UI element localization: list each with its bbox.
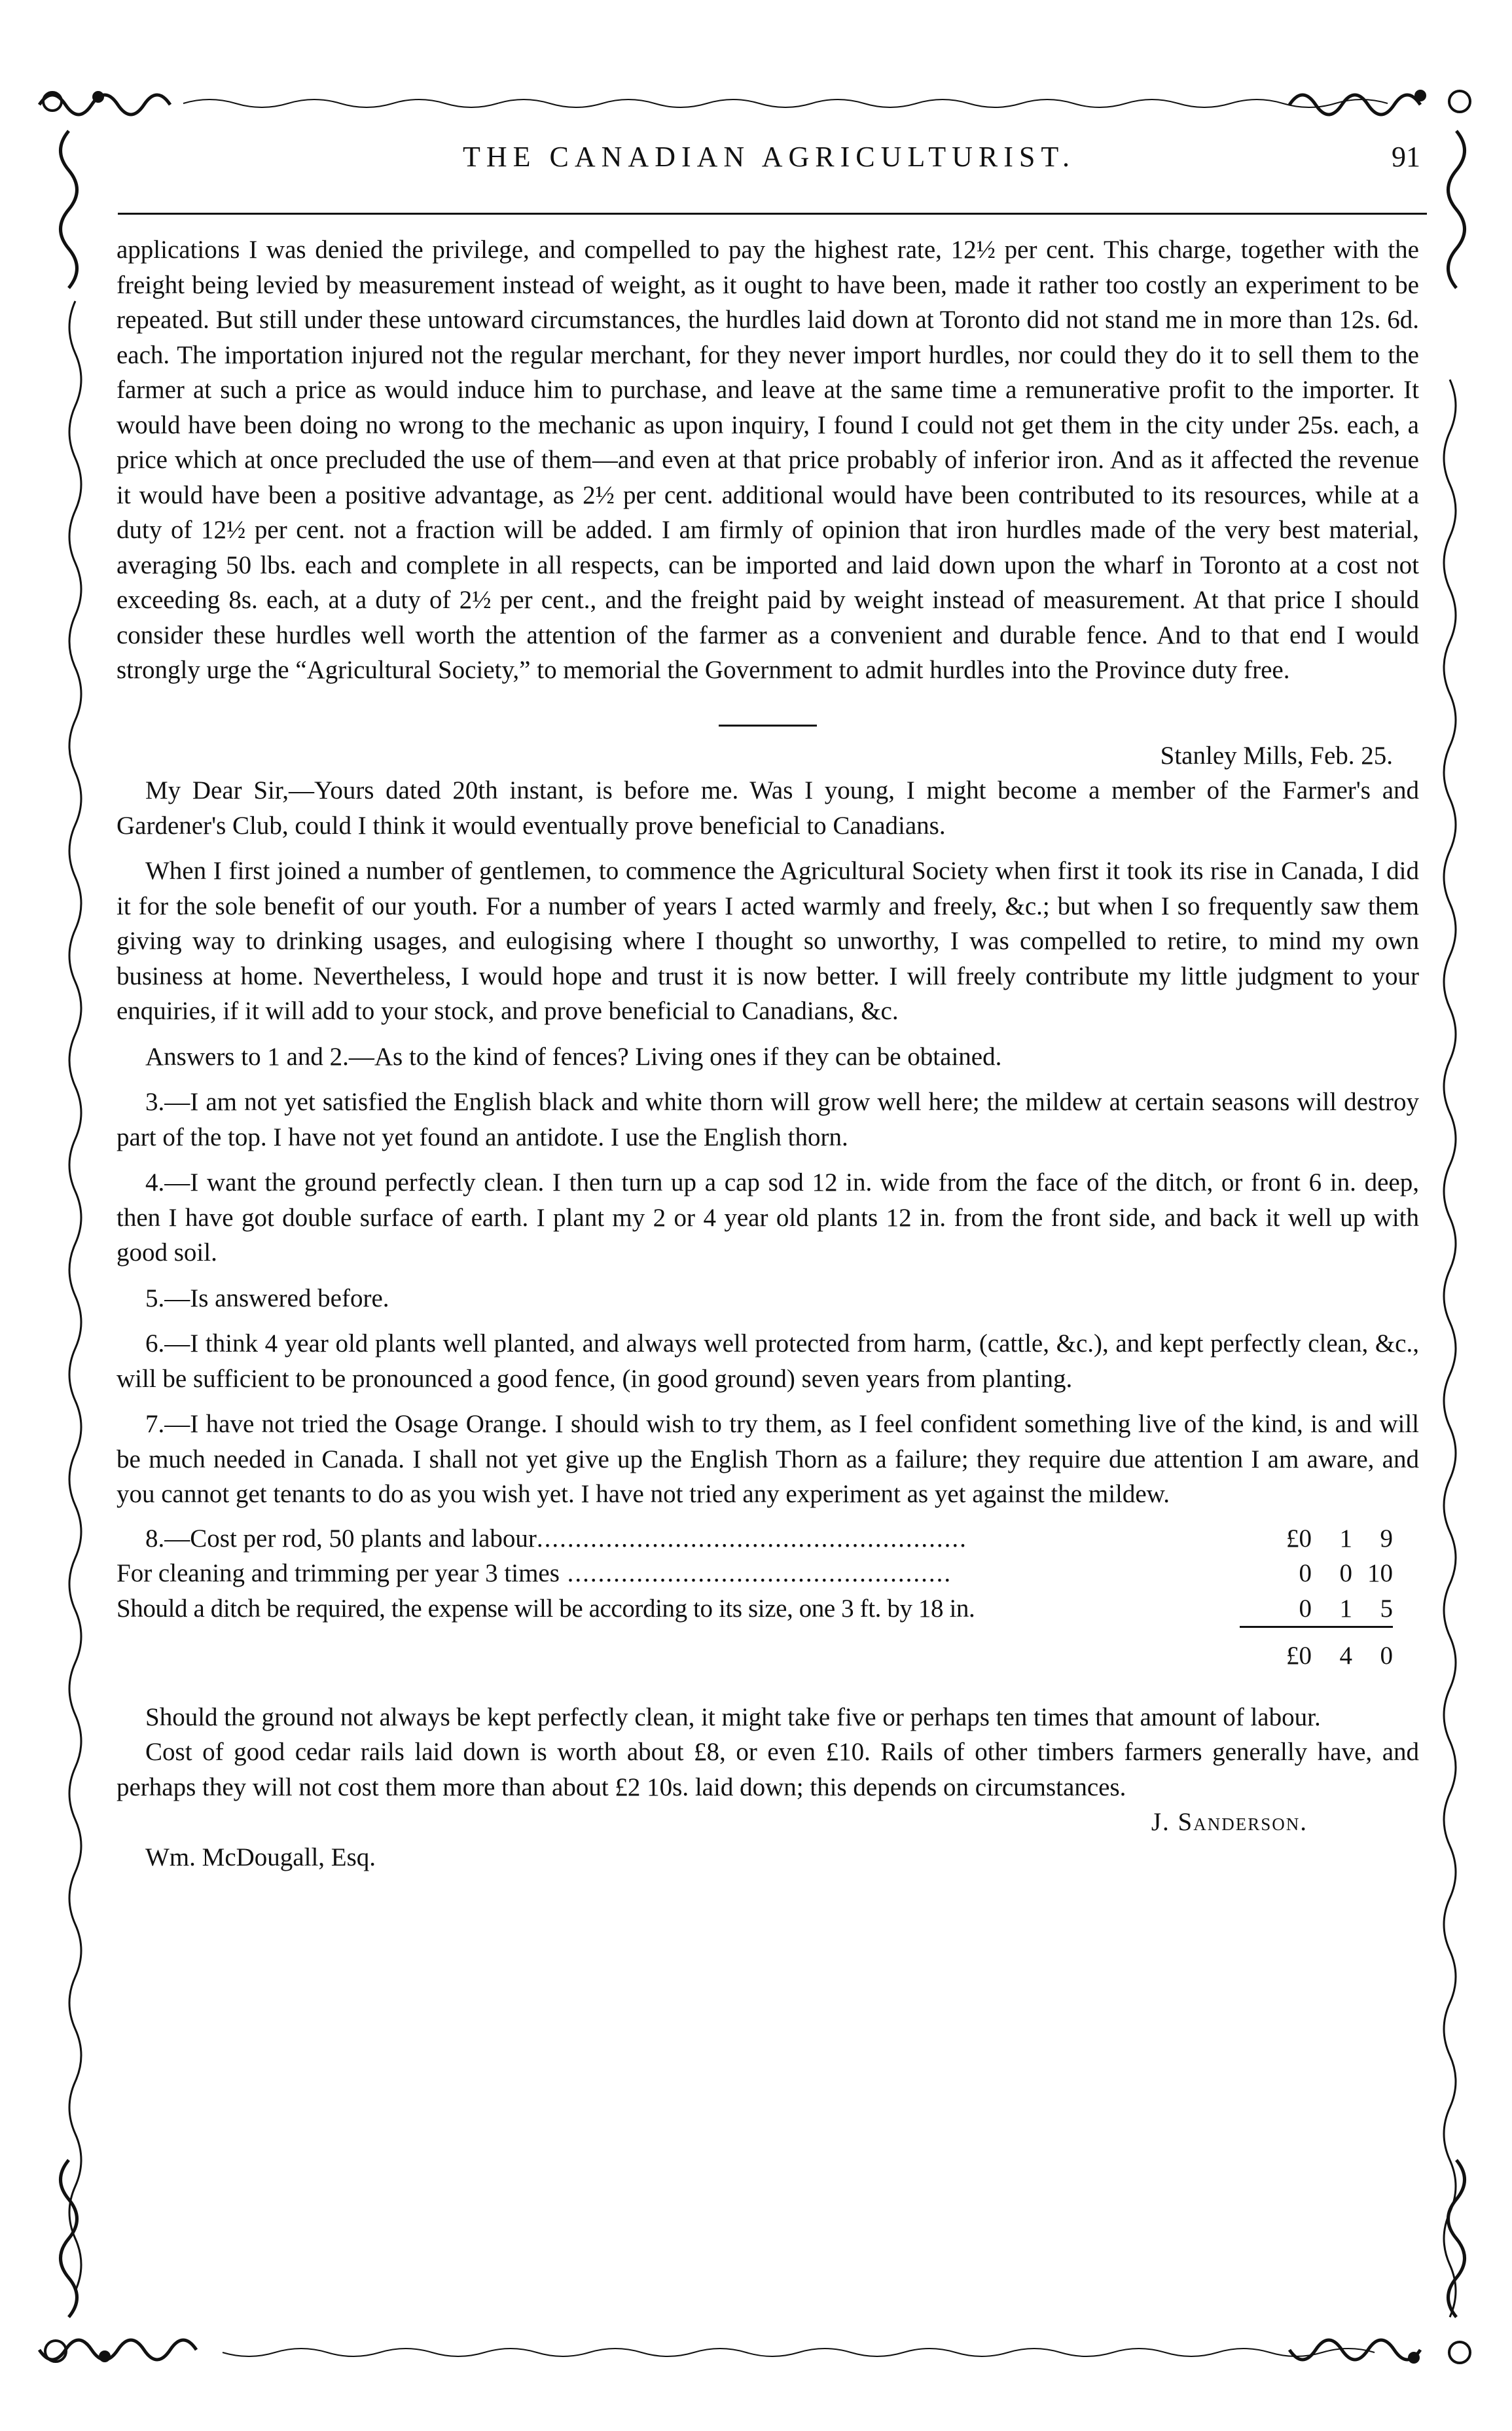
header-rule (118, 213, 1427, 215)
total-shillings: 4 (1339, 1642, 1352, 1670)
cost-shillings: 1 (1339, 1594, 1352, 1623)
total-pounds: £0 (1286, 1642, 1312, 1670)
signature: J. Sanderson. (1151, 1808, 1308, 1836)
top-border-ornament (26, 79, 1486, 124)
answer-6: 6.—I think 4 year old plants well planted, and always well protected from harm, (cattle, &c.), and kept perfectly clean, &c., will be sufficient to be pronounced a good fence, (in good ground) seven years from planting. (117, 1329, 1419, 1393)
cost-row (117, 1591, 1419, 1627)
paragraph-labour: Should the ground not always be kept perfectly clean, it might take five or perhaps ten times that amount of labour. (145, 1702, 1321, 1731)
paragraph-society: When I first joined a number of gentlemen, to commence the Agricultural Society when first it took its rise in Canada, I did it for the sole benefit of our youth. For a number of years I acted warmly and freely, &c.; but when I so frequently saw them giving way to drinking usages, and eulogising where I thought so unworthy, I was compelled to retire, to mind my own business at home. Nevertheless, I would hope and trust it is now better. I will freely contribute my little judgment to your enquiries, if it will add to your stock, and prove beneficial to Canadians, &c. (117, 857, 1419, 1025)
cost-label: 8.—Cost per rod, 50 plants and labour (145, 1524, 537, 1553)
cost-pounds: 0 (1299, 1559, 1312, 1587)
answer-5: 5.—Is answered before. (145, 1284, 389, 1312)
total-rule-row (117, 1627, 1419, 1639)
cost-row (117, 1521, 1419, 1557)
leader-dots: ........................................................ (536, 1524, 967, 1553)
addressee: Wm. McDougall, Esq. (145, 1843, 376, 1871)
answer-4: 4.—I want the ground perfectly clean. I then turn up a cap sod 12 in. wide from the face of the ditch, or front 6 in. deep, then I have got double surface of earth. I plant my 2 or 4 year old plants 12 in. from the front side, and back it well up with good soil. (117, 1168, 1419, 1267)
leader-dots: .................................................. (559, 1559, 952, 1587)
answer-7: 7.—I have not tried the Osage Orange. I should wish to try them, as I feel confident something live of the kind, is and will be much needed in Canada. I shall not yet give up the English Thorn as a failure; they require due attention I am aware, and you cannot get tenants to do as you wish yet. I have not tried any experiment as yet against the mildew. (117, 1410, 1419, 1508)
paragraph-hurdles: applications I was denied the privilege, and compelled to pay the highest rate, 12½ per cent. This charge, together with the freight being levied by measurement instead of weight, as it ought to have been, made it rather too costly an experiment to be repeated. But still under these untoward circumstances, the hurdles laid down at Toronto did not stand me in more than 12s. 6d. each. The importation injured not the regular merchant, for they never import hurdles, nor could they do it to sell them to the farmer at such a price as would induce him to purchase, and leave at the same time a remunerative profit to the importer. It would have been doing no wrong to the mechanic as upon inquiry, I found I could not get them in the city under 25s. each, a price which at once precluded the use of them—and even at that price probably of inferior iron. And as it affected the revenue it would have been a positive advantage, as 2½ per cent. additional would have been contributed to its resources, while at a duty of 12½ per cent. not a fraction will be added. I am firmly of opinion that iron hurdles made of the very best material, averaging 50 lbs. each and complete in all respects, can be imported and laid down upon the wharf in Toronto at a cost not exceeding 8s. each, at a duty of 2½ per cent., and the freight paid by weight instead of measurement. At that price I should consider these hurdles well worth the attention of the farmer as a convenient and durable fence. And to that end I would strongly urge the “Agricultural Society,” to memorial the Government to admit hurdles into the Province duty free. (117, 236, 1419, 684)
cost-table (117, 1521, 1419, 1674)
journal-title: THE CANADIAN AGRICULTURIST. (463, 141, 1075, 173)
cost-pence: 5 (1380, 1594, 1393, 1623)
cost-pounds: 0 (1299, 1594, 1312, 1623)
cost-label: For cleaning and trimming per year 3 times (117, 1559, 560, 1587)
total-rule (1240, 1627, 1393, 1639)
paragraph-rails: Cost of good cedar rails laid down is worth about £8, or even £10. Rails of other timbers farmers generally have, and perhaps they will not cost them more than about £2 10s. laid down; this depends on circumstances. (117, 1738, 1419, 1801)
right-border-ornament (1427, 105, 1486, 2343)
bottom-border-ornament (26, 2330, 1486, 2376)
letter-salutation: My Dear Sir,—Yours dated 20th instant, is before me. Was I young, I might become a member of the Farmer's and Gardener's Club, could I think it would eventually prove beneficial to Canadians. (117, 776, 1419, 840)
letter-dateline: Stanley Mills, Feb. 25. (1160, 741, 1393, 770)
cost-total-row (117, 1638, 1419, 1674)
cost-shillings: 1 (1339, 1524, 1352, 1553)
running-head (118, 137, 1420, 183)
answer-3: 3.—I am not yet satisfied the English black and white thorn will grow well here; the mildew at certain seasons will destroy part of the top. I have not yet found an antidote. I use the English thorn. (117, 1088, 1419, 1151)
left-border-ornament (39, 105, 98, 2343)
section-separator (719, 725, 817, 727)
cost-label: Should a ditch be required, the expense will be according to its size, one 3 ft. by 18 in. (117, 1594, 975, 1623)
cost-pounds: £0 (1286, 1524, 1312, 1553)
page-number: 91 (1392, 141, 1420, 173)
cost-row (117, 1556, 1419, 1591)
answer-1-2: Answers to 1 and 2.—As to the kind of fences? Living ones if they can be obtained. (145, 1042, 1002, 1071)
cost-pence: 9 (1380, 1524, 1393, 1553)
cost-shillings: 0 (1339, 1559, 1352, 1587)
cost-pence: 10 (1367, 1559, 1393, 1587)
article-body (117, 232, 1419, 1875)
total-pence: 0 (1380, 1642, 1393, 1670)
